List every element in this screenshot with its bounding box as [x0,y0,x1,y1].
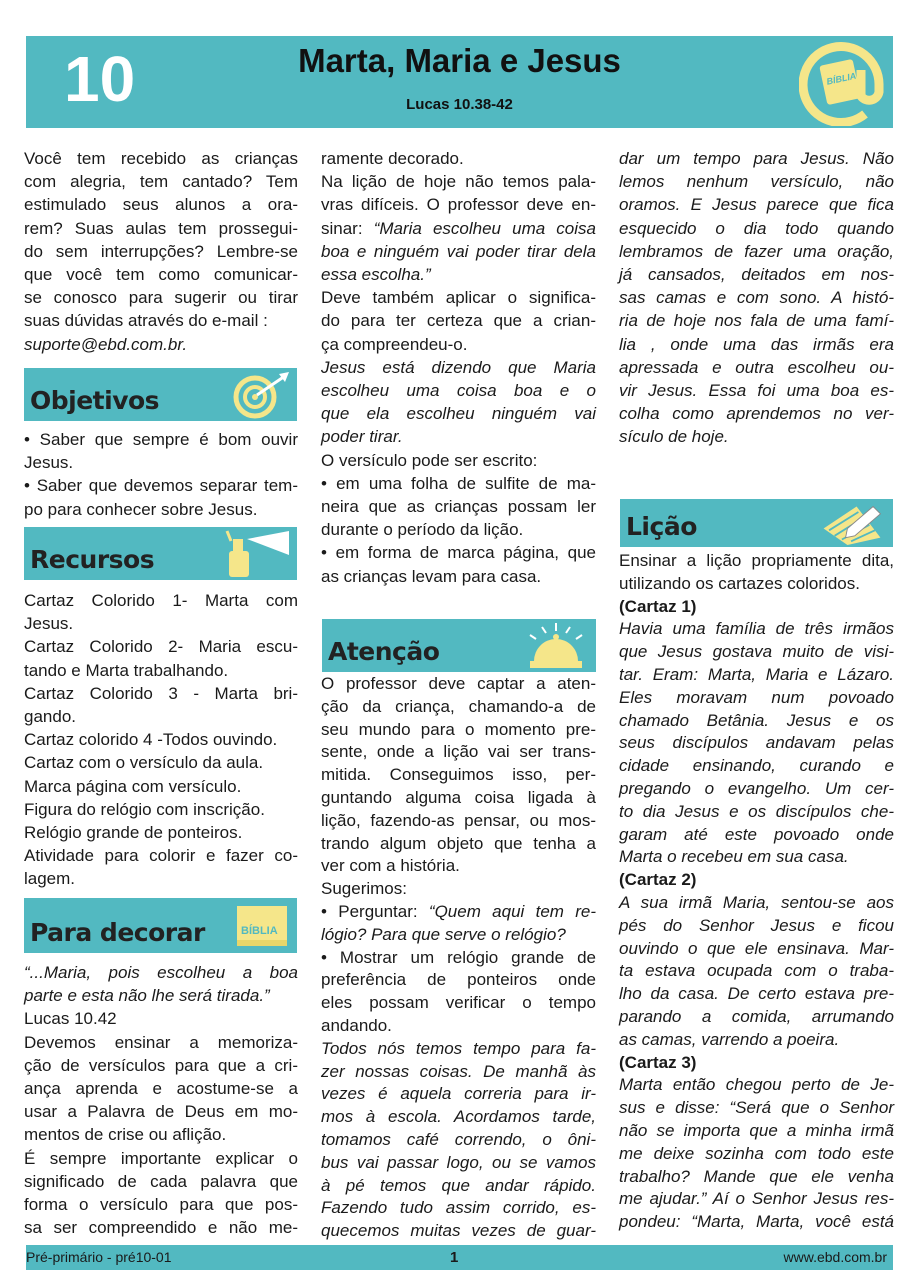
text-line: garam até este povoado onde [619,824,894,844]
text-line: as crianças levam para casa. [321,566,542,586]
text-line: lho da casa. De certo estava pre- [619,984,894,1004]
text-line: ança aprenda e acostume-se a [24,1079,298,1099]
text-line: “...Maria, pois escolheu a boa [24,963,298,982]
text-line: Fazendo tudo assim corrido, es- [321,1198,596,1218]
text-line: que você tem como comunicar- [24,265,298,285]
text-line: suas dúvidas através do e-mail : [24,311,268,331]
text-line: Você tem recebido as crianças [24,149,298,168]
text-line: gando. [24,707,76,727]
text-line: durante o período da lição. [321,520,524,540]
text-line: A sua irmã Maria, sentou-se aos [619,892,894,912]
text-line: (Cartaz 2) [619,870,697,890]
footer-course-code: Pré-primário - pré10-01 [26,1249,172,1265]
lesson-header [26,36,893,128]
text-line: Marta o recebeu em sua casa. [619,847,849,867]
text-line: • Mostrar um relógio grande de [321,947,596,967]
text-line: tar. Eram: Marta, Maria e Lázaro. [619,664,894,684]
column3-text [619,147,894,449]
text-line: pregando o evangelho. Um cer- [619,778,894,798]
text-line: Devemos ensinar a memoriza- [24,1032,298,1052]
lesson-number: 10 [64,43,136,115]
text-line: parando a comida, arrumando [619,1006,894,1026]
section-header-objetivos [24,368,297,421]
text-line: tando e Marta trabalhando. [24,660,229,680]
text-line: apressada e outra escolheu ou- [619,357,894,377]
text-line: O professor deve captar a aten- [321,674,596,693]
section-header-para-decorar [24,898,297,953]
text-line: sente, onde a lição vai ser trans- [321,742,596,762]
text-line: mentos de crise ou aflição. [24,1125,227,1145]
text-line: utilizando os cartazes coloridos. [619,573,860,593]
memory-verse-text [24,961,298,1239]
text-line: esquecido o dia todo quando [619,218,894,238]
text-line: à pé temos que andar rápido. [321,1175,596,1195]
text-line: Todos nós temos tempo para fa- [321,1038,596,1058]
text-line: ouvindo o que ele ensinava. Mar- [619,938,894,958]
text-line: ria de hoje nos fala de uma famí- [619,311,894,331]
text-line: do para ter certeza que a crian- [321,311,596,331]
text-line: bus vai passar logo, ou se vamos [321,1152,596,1172]
text-line: eles possam verificar o tempo [321,993,596,1013]
text-line: Deve também aplicar o significa- [321,288,596,308]
bible-book-icon [231,900,291,950]
text-line: do sem interrupções? Lembre-se [24,241,298,261]
text-line: Eles moravam num povoado [619,687,894,707]
text-line: mos à escola. Acordamos tarde, [321,1107,596,1127]
footer-website[interactable]: www.ebd.com.br [783,1249,887,1265]
text-line: sus e disse: “Será que o Senhor [619,1098,894,1118]
page-footer [26,1245,893,1270]
text-line: neira que as crianças possam ler [321,497,596,517]
text-line: cidade ensinando, curando e [619,756,894,776]
text-line: Marta então chegou perto de Je- [619,1075,894,1095]
text-line: Sugerimos: [321,879,407,899]
text-line: dar um tempo para Jesus. Não [619,149,894,168]
text-line: (Cartaz 3) [619,1052,697,1072]
objectives-list [24,428,298,521]
text-line: sa ser compreendido e não me- [24,1218,298,1238]
bible-reference: Lucas 10.38-42 [406,96,513,113]
text-line: • Saber que sempre é bom ouvir [24,430,298,449]
text-line: Jesus. [24,453,74,473]
target-icon [231,370,291,420]
text-line: seus discípulos andavam pelas [619,733,894,753]
text-line: as camas, varrendo a poeira. [619,1029,840,1049]
text-line: ramente decorado. [321,149,464,168]
text-line: Cartaz Colorido 2- Maria escu- [24,637,298,657]
svg-text:BÍBLIA: BÍBLIA [241,925,278,937]
text-line: O versículo pode ser escrito: [321,450,538,470]
text-line: lagem. [24,869,76,889]
text-line: sículo de hoje. [619,427,729,447]
text-line: com alegria, tem cantado? Tem [24,172,298,192]
text-line: chamado Betânia. Jesus e os [619,710,894,730]
text-line: se conosco para sugerir ou tirar [24,288,298,308]
text-line: to dia Jesus e os discípulos che- [619,801,894,821]
text-line: • Perguntar: “Quem aqui tem re- [321,901,596,921]
text-line: mitida. Conseguimos isso, per- [321,765,596,785]
text-line: Atividade para colorir e fazer co- [24,846,298,866]
section-header-licao [620,499,893,547]
text-line: • Saber que devemos separar tem- [24,476,298,496]
text-line: Figura do relógio com inscrição. [24,799,265,819]
text-line: Jesus está dizendo que Maria [321,357,596,377]
text-line: Lucas 10.42 [24,1009,117,1029]
page-title: Marta, Maria e Jesus [298,42,621,79]
text-line: sinar: “Maria escolheu uma coisa [321,218,596,238]
text-line: andando. [321,1015,392,1035]
resources-list [24,589,298,891]
section-title: Para decorar [30,918,205,947]
text-line: vir Jesus. Essa foi uma boa es- [619,381,894,401]
page-number: 1 [450,1249,459,1266]
text-line: pés do Senhor Jesus e ficou [619,915,894,935]
text-line: guntando alguma coisa ligada à [321,787,596,807]
text-line: É sempre importante explicar o [24,1148,298,1168]
text-line: parte e esta não lhe será tirada.” [24,986,270,1006]
text-line: Cartaz com o versículo da aula. [24,753,264,773]
text-line: zer nossas coisas. De manhã às [321,1061,596,1081]
text-line: sas camas e com sono. A histó- [619,288,894,308]
section-header-recursos [24,527,297,580]
text-line: ta estava ocupada com o traba- [619,961,894,981]
section-header-atencao [322,619,596,672]
text-line: essa escolha.” [321,265,431,285]
spray-bottle-icon [221,529,291,579]
text-line: Jesus. [24,614,74,634]
text-line: já cansados, deitados em nos- [619,265,894,285]
section-title: Atenção [328,637,440,666]
text-line: escolheu uma coisa boa e o [321,381,596,401]
text-line: lição, fazendo-as pensar, ou mos- [321,810,596,830]
text-line: Havia uma família de três irmãos [619,619,894,639]
text-line: estimulado seus alunos a ora- [24,195,298,215]
text-line: ção de versículos para que a cri- [24,1055,298,1075]
text-line: oramos. E Jesus parece que fica [619,195,894,215]
text-line: vezes é aquela correria para ir- [321,1084,596,1104]
text-line: Cartaz Colorido 3 - Marta bri- [24,683,298,703]
text-line: lia , onde uma das irmãs era [619,334,894,354]
section-title: Objetivos [30,386,160,415]
text-line: colha como aprendemos no ver- [619,404,894,424]
text-line: • em uma folha de sulfite de ma- [321,473,596,493]
text-line: seu mundo para o momento pre- [321,719,596,739]
text-line: significado de cada palavra que [24,1171,298,1191]
text-line: Cartaz colorido 4 -Todos ouvindo. [24,730,278,750]
attention-text [321,673,596,1243]
text-line: (Cartaz 1) [619,596,697,616]
column2-text [321,147,596,588]
text-line: rem? Suas aulas tem prossegui- [24,218,298,238]
service-bell-icon [522,621,590,671]
text-line: Relógio grande de ponteiros. [24,823,243,843]
text-line: preferência de ponteiros onde [321,970,596,990]
text-line: po para conhecer sobre Jesus. [24,499,258,519]
text-line: usar a Palavra de Deus em mo- [24,1102,298,1122]
text-line: me ajudar.” Aí o Senhor Jesus res- [619,1189,894,1209]
text-line: trabalho? Mande que ele venha [619,1166,894,1186]
pencil-paper-icon [817,501,887,545]
section-title: Recursos [30,545,155,574]
text-line: lemos nenhum versículo, não [619,172,894,192]
text-line: boa e ninguém vai poder tirar dela [321,241,596,261]
text-line: ver com a história. [321,856,460,876]
text-line: Na lição de hoje não temos pala- [321,172,596,192]
text-line: suporte@ebd.com.br. [24,334,188,354]
text-line: Marca página com versículo. [24,776,242,796]
text-line: lembramos de fazer uma oração, [619,241,894,261]
text-line: • em forma de marca página, que [321,543,596,563]
text-line: Ensinar a lição propriamente dita, [619,551,894,570]
text-line: tomamos café correndo, o ôni- [321,1129,596,1149]
text-line: ça compreendeu-o. [321,334,468,354]
lesson-text [619,550,894,1234]
text-line: Cartaz Colorido 1- Marta com [24,591,298,610]
text-line: lógio? Para que serve o relógio? [321,924,566,944]
text-line: vras difíceis. O professor deve en- [321,195,596,215]
text-line: trando algum objeto que tenha a [321,833,596,853]
text-line: poder tirar. [321,427,403,447]
svg-text:BÍBLIA: BÍBLIA [825,70,858,87]
text-line: ção da criança, chamando-a de [321,696,596,716]
text-line: não se importa que a minha irmã [619,1120,894,1140]
text-line: me deixe sozinha com todo este [619,1143,894,1163]
intro-text [24,147,298,356]
text-line: que ela escolheu ninguém vai [321,404,596,424]
section-title: Lição [626,512,697,541]
text-line: quecemos muitas vezes de guar- [321,1221,596,1241]
bible-at-logo-icon [799,40,885,126]
text-line: forma o versículo para que pos- [24,1195,298,1215]
text-line: pondeu: “Marta, Marta, você está [619,1212,894,1232]
text-line: que Jesus gostava muito de visi- [619,642,894,662]
